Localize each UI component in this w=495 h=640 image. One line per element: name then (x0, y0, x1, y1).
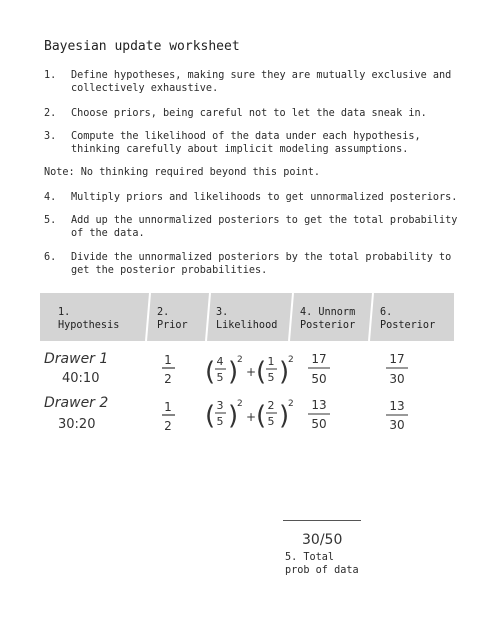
step-text: Choose priors, being careful not to let the data sneak in. (71, 108, 427, 119)
likelihood-a-numerator: 3 (216, 399, 224, 412)
header-number: 6. (380, 307, 393, 318)
step-number: 6. (44, 252, 57, 263)
paren-open: ( (256, 357, 267, 387)
step-text: Multiply priors and likelihoods to get unnormalized posteriors. (71, 192, 458, 203)
unnorm-denominator: 50 (311, 417, 327, 431)
prior-denominator: 2 (164, 419, 172, 433)
step-number: 2. (44, 108, 57, 119)
exponent: 2 (288, 399, 294, 409)
table-row (44, 351, 408, 387)
hypothesis-ratio: 40:10 (62, 371, 100, 386)
header-divider (206, 293, 210, 341)
header-label: Prior (157, 320, 188, 331)
total-label-line-2: prob of data (285, 565, 359, 576)
total-label-line-1: 5. Total (285, 552, 335, 563)
header-divider (369, 293, 373, 341)
paren-close: ) (279, 401, 290, 431)
paren-close: ) (228, 401, 239, 431)
paren-open: ( (256, 401, 267, 431)
exponent: 2 (288, 355, 294, 365)
step-number: 5. (44, 215, 57, 226)
unnorm-denominator: 50 (311, 372, 327, 386)
prior-denominator: 2 (164, 372, 172, 386)
posterior-numerator: 17 (389, 352, 405, 366)
plus-sign: + (246, 365, 257, 379)
header-divider (289, 293, 293, 341)
plus-sign: + (246, 410, 257, 424)
total-divider-line (283, 520, 361, 521)
paren-close: ) (228, 357, 239, 387)
step-number: 4. (44, 192, 57, 203)
step-text: Compute the likelihood of the data under each hypothesis, thinking carefully about implicit modeling assumptions. (71, 131, 421, 155)
header-label: Posterior (300, 320, 356, 331)
posterior-denominator: 30 (389, 372, 405, 386)
hypothesis-name: Drawer 1 (44, 351, 109, 367)
step-text: Divide the unnormalized posteriors by the total probability to get the posterior probabilities. (71, 252, 452, 276)
header-divider (146, 293, 150, 341)
header-number: 2. (157, 307, 170, 318)
total-value: 30/50 (302, 532, 343, 548)
step-number: 1. (44, 70, 57, 81)
exponent: 2 (237, 399, 243, 409)
likelihood-b-numerator: 2 (267, 399, 275, 412)
paren-open: ( (205, 401, 216, 431)
step-text: Define hypotheses, making sure they are mutually exclusive and collectively exhaustive. (71, 70, 452, 94)
total-label (285, 551, 359, 577)
unnorm-numerator: 17 (311, 352, 327, 366)
header-number: 1. (58, 307, 71, 318)
header-number: 4. Unnorm (300, 307, 356, 318)
header-number: 3. (216, 307, 229, 318)
prior-numerator: 1 (164, 353, 172, 367)
likelihood-b-numerator: 1 (267, 355, 275, 368)
note-text: Note: No thinking required beyond this point. (44, 167, 321, 178)
header-label: Likelihood (216, 320, 278, 331)
unnorm-numerator: 13 (311, 398, 327, 412)
likelihood-b-denominator: 5 (267, 415, 275, 428)
posterior-denominator: 30 (389, 418, 405, 432)
hypothesis-name: Drawer 2 (44, 395, 109, 411)
likelihood-a-denominator: 5 (216, 415, 224, 428)
header-label: Posterior (380, 320, 436, 331)
header-label: Hypothesis (58, 320, 120, 331)
likelihood-a-numerator: 4 (216, 355, 224, 368)
hypothesis-ratio: 30:20 (58, 417, 96, 432)
paren-open: ( (205, 357, 216, 387)
exponent: 2 (237, 355, 243, 365)
step-text: Add up the unnormalized posteriors to get the total probability of the data. (71, 215, 458, 239)
posterior-numerator: 13 (389, 399, 405, 413)
paren-close: ) (279, 357, 290, 387)
likelihood-a-denominator: 5 (216, 371, 224, 384)
prior-numerator: 1 (164, 400, 172, 414)
likelihood-b-denominator: 5 (267, 371, 275, 384)
table-row (44, 395, 408, 433)
worksheet-title: Bayesian update worksheet (44, 39, 240, 54)
step-number: 3. (44, 131, 57, 142)
